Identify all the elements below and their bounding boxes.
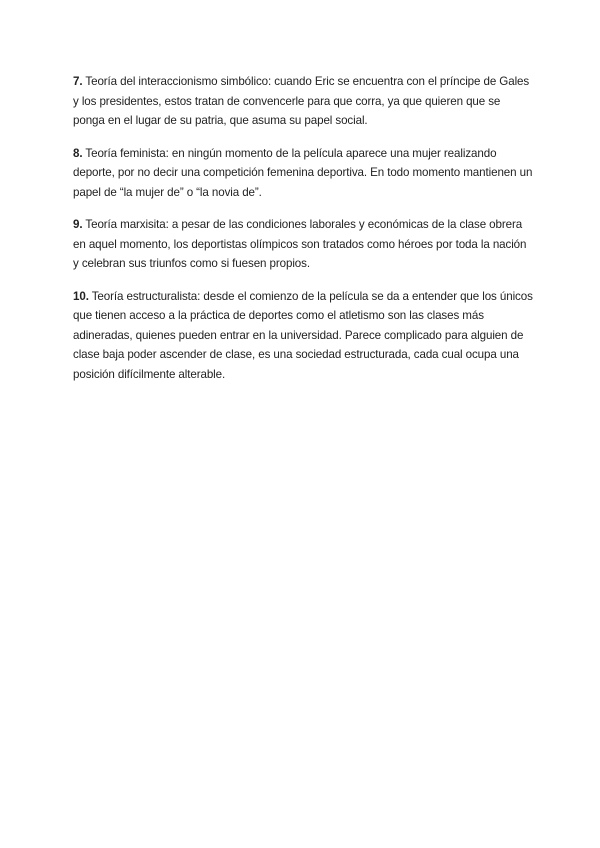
paragraph-number: 8. (73, 146, 83, 160)
paragraph-number: 7. (73, 75, 83, 88)
document-body (73, 72, 535, 397)
paragraph-7 (73, 72, 535, 131)
paragraph-number: 9. (73, 218, 83, 231)
paragraph-10 (73, 287, 535, 385)
paragraph-number: 10. (73, 289, 89, 303)
paragraph-text: Teoría marxisita: a pesar de las condiciones laborales y económicas de la clase obrera en aquel momento, los deportistas olímpicos son tratados como héroes por toda la nación y celebran sus triunfos como si fuesen propios. (73, 218, 527, 270)
paragraph-text: Teoría feminista: en ningún momento de la película aparece una mujer realizando deporte, por no decir una competición femenina deportiva. En todo momento mantienen un papel de “la mujer de” o “la novia de”. (73, 146, 533, 199)
paragraph-text: Teoría estructuralista: desde el comienzo de la película se da a entender que los únicos que tienen acceso a la práctica de deportes como el atletismo son las clases más adineradas, quienes pueden entrar en la universidad. Parece complicado para alguien de clase baja poder ascender de clase, es una sociedad estructurada, cada cual ocupa una posición difícilmente alterable. (73, 289, 533, 381)
paragraph-text: Teoría del interaccionismo simbólico: cuando Eric se encuentra con el príncipe de Gales y los presidentes, estos tratan de convencerle para que corra, ya que quieren que se ponga en el lugar de su patria, que asuma su papel social. (73, 75, 530, 127)
paragraph-9 (73, 215, 535, 274)
paragraph-8 (73, 144, 535, 203)
